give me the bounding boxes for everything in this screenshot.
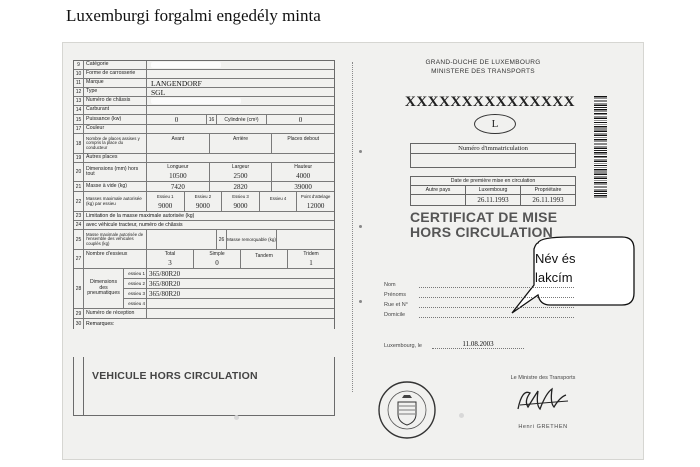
row-label: Dimensions (mm) hors tout [84,163,147,181]
row-label: Forme de carrosserie [84,70,147,78]
other-country-date [411,195,466,205]
row-number: 24 [74,221,84,229]
row-label: Remarques: [86,321,115,327]
axle-count-value: 1 [309,259,313,267]
standing-places-header: Places debout [287,136,320,142]
seats-rear-header: Arrière [210,134,273,153]
row-label: Catégorie [84,61,147,69]
tyre-value: 365/80R20 [147,269,334,279]
surname-label: Nom [384,282,396,288]
height-value: 4000 [296,172,311,180]
axle-cell [222,192,260,211]
punch-hole [459,413,464,418]
owner-field-row [384,308,574,318]
axle-count-header: Simple [209,251,225,257]
redacted-field [151,98,241,104]
ministry-name: MINISTERE DES TRANSPORTS [431,67,535,75]
row-label: Masse maximale autorisée de l'ensemble des véhicules couplés (kg) [84,230,147,249]
dimension-cell [210,163,273,181]
dimension-cell [272,163,334,181]
dimension-cell [147,163,210,181]
row-number: 19 [74,154,84,162]
row-label: Puissance (kw) [84,115,147,124]
axle-value: 9000 [233,201,248,210]
row-label: Marque [84,79,147,87]
owner-fields [384,278,574,318]
perforation-line [352,62,353,392]
certificate-title-line1: CERTIFICAT DE MISE [410,209,558,225]
owner-field-row [384,298,574,308]
row-label: Type [84,88,147,96]
form-row [74,182,334,192]
row-value [147,106,334,114]
issue-place-date [384,340,524,349]
seats-front-header: Avant [147,134,210,153]
first-registration-headers [411,186,575,195]
form-row [74,115,334,125]
row-label: Masses maximale autorisée (kg) par essieu [84,192,147,211]
owner-field-row [384,288,574,298]
axle-count-header: Tridem [303,251,319,257]
row-value: LANGENDORF [151,78,202,88]
vehicle-data-form [73,60,335,329]
towable-mass-value [277,230,334,249]
axle-count-header: Total [164,251,176,257]
row-value [147,61,334,69]
row-value [147,70,334,78]
axle-label: essieu 3 [124,289,146,299]
owner-header: Propriétaire [534,187,562,193]
row-label: Carburant [84,106,147,114]
form-row [74,154,334,163]
hors-circulation-stamp: VEHICULE HORS CIRCULATION [92,370,258,382]
barcode [594,96,607,198]
registration-plate: XXXXXXXXXXXXXXX [405,94,575,110]
axle-header: Essieu 3 [232,193,249,199]
official-seal [375,378,439,442]
form-row [74,88,334,97]
axle-label: essieu 4 [128,301,145,306]
row-label: Masse remorquable (kg) [227,230,277,249]
axle-label: essieu 2 [124,279,146,289]
axle-cell [297,192,334,211]
first-registration-values [411,195,575,205]
first-names-line [419,290,574,298]
axle-count-value: 0 [215,259,219,267]
luxembourg-header: Luxembourg [466,186,521,194]
issuing-authority [398,59,568,77]
displacement-value: 0 [298,115,303,124]
tyre-value [147,299,334,308]
mass-value: 2820 [210,182,273,191]
issue-place-label: Luxembourg, le [384,343,422,349]
form-row [74,212,334,221]
row-label: Cylindrée (cm³) [217,115,267,124]
owner-field-row [384,278,574,288]
axle-value: 9000 [195,201,210,210]
axle-count-header: Tandem [255,253,273,259]
row-label: Masse à vide (kg) [84,182,147,191]
row-number: 15 [74,115,84,124]
row-number: 20 [74,163,84,181]
axle-header: Essieu 2 [194,193,212,199]
country-name: GRAND-DUCHE DE LUXEMBOURG [425,59,541,66]
punch-hole [234,415,239,420]
axle-value: 9000 [158,201,173,210]
row-label: Dimensions des pneumatiques [84,269,124,308]
row-label: Numéro de châssis [84,97,147,105]
form-row [74,319,334,329]
row-label: Couleur [84,125,147,133]
row-number: 22 [74,192,84,211]
row-number: 21 [74,182,84,191]
row-number: 29 [74,309,84,318]
row-number: 14 [74,106,84,114]
row-number: 17 [74,125,84,133]
street-label: Rue et N° [384,302,408,308]
tyre-value: 365/80R20 [147,289,334,299]
row-number: 28 [74,269,84,308]
callout-line2: lakcím [535,269,573,285]
form-row [74,97,334,106]
axle-cell [185,192,223,211]
row-number: 27 [74,250,84,268]
axle-label: essieu 1 [124,269,146,279]
domicile-label: Domicile [384,312,406,318]
row-label: Autres places [84,154,147,162]
callout-line1: Név és [535,251,576,266]
country-code-oval: L [474,114,516,134]
redacted-field [151,62,221,68]
axle-count-cell [194,250,241,268]
perforation-hole [359,225,362,228]
first-registration-label: Date de première mise en circulation [411,177,575,186]
page-title: Luxemburgi forgalmi engedély minta [66,6,321,25]
mass-value: 39000 [294,182,312,191]
row-number: 16 [207,115,217,124]
form-bottom-line [73,415,335,416]
row-label: avec véhicule tracteur, numéro de châssis [86,222,183,228]
perforation-hole [359,150,362,153]
owner-date: 26.11.1993 [532,196,564,204]
row-label: Nombre de places assises y compris la place du conducteur [84,134,147,153]
mass-value: 7420 [147,182,210,191]
domicile-line [419,310,574,318]
power-value: 0 [147,115,207,124]
row-number: 13 [74,97,84,105]
form-row [74,192,334,212]
tyre-axle-labels [124,269,147,308]
other-country-header: Autre pays [411,186,466,194]
tyre-value: 365/80R20 [147,279,334,289]
axle-count-cell [147,250,194,268]
row-label: Nombre d'essieux [84,250,147,268]
row-number: 10 [74,70,84,78]
coupling-header: Point d'attelage [300,193,331,199]
luxembourg-date: 26.11.1993 [466,195,521,205]
row-number: 23 [74,212,84,220]
axle-count-cell [288,250,334,268]
axle-cell [147,192,185,211]
row-number: 11 [74,79,84,87]
form-row [74,269,334,309]
row-value [147,125,334,133]
axle-header: Essieu 1 [157,193,174,199]
form-row [74,70,334,79]
axle-header: Essieu 4 [269,195,287,201]
form-row [74,163,334,182]
first-names-label: Prénoms [384,292,407,298]
certificate-title-line2: HORS CIRCULATION [410,224,553,241]
perforation-hole [359,300,362,303]
registration-number-label: Numéro d'immatriculation [411,144,575,154]
axle-count-cell [241,250,288,268]
row-label: Numéro de réception [84,309,147,318]
form-margin-line [73,357,74,415]
form-row [74,309,334,319]
first-registration-box [410,176,576,206]
minister-title: Le Ministre des Transports [510,375,576,381]
row-number: 26 [217,230,227,249]
form-row [74,125,334,134]
row-value [147,97,334,105]
issue-date: 11.08.2003 [432,340,524,349]
minister-signature [512,383,572,417]
minister-name: Henri GRETHEN [518,424,568,430]
row-number: 30 [74,319,84,329]
surname-line [419,280,574,288]
row-number: 18 [74,134,84,153]
form-row [74,250,334,269]
mass-combination-value [147,230,217,249]
axle-cell [260,192,298,211]
length-value: 10500 [169,172,187,180]
row-label: Limitation de la masse maximale autorisée (kg) [86,213,195,219]
width-header: Largeur [231,164,250,170]
coupling-value: 12000 [306,201,325,210]
form-row [74,106,334,115]
width-value: 2500 [233,172,248,180]
form-row [74,134,334,154]
row-number: 9 [74,61,84,69]
registration-number-box [410,143,576,168]
row-number: 12 [74,88,84,96]
row-value: SGL [151,87,166,97]
street-line [419,300,574,308]
height-header: Hauteur [294,164,313,170]
form-margin-line [334,357,335,415]
axle-count-value: 3 [168,259,172,267]
row-number: 25 [74,230,84,249]
form-row [74,79,334,88]
row-value [147,154,334,162]
length-header: Longueur [167,164,189,170]
form-row [74,221,334,230]
form-row [74,61,334,70]
form-margin-line [83,357,84,415]
row-value [147,309,334,318]
form-row [74,230,334,250]
tyre-values [147,269,334,308]
